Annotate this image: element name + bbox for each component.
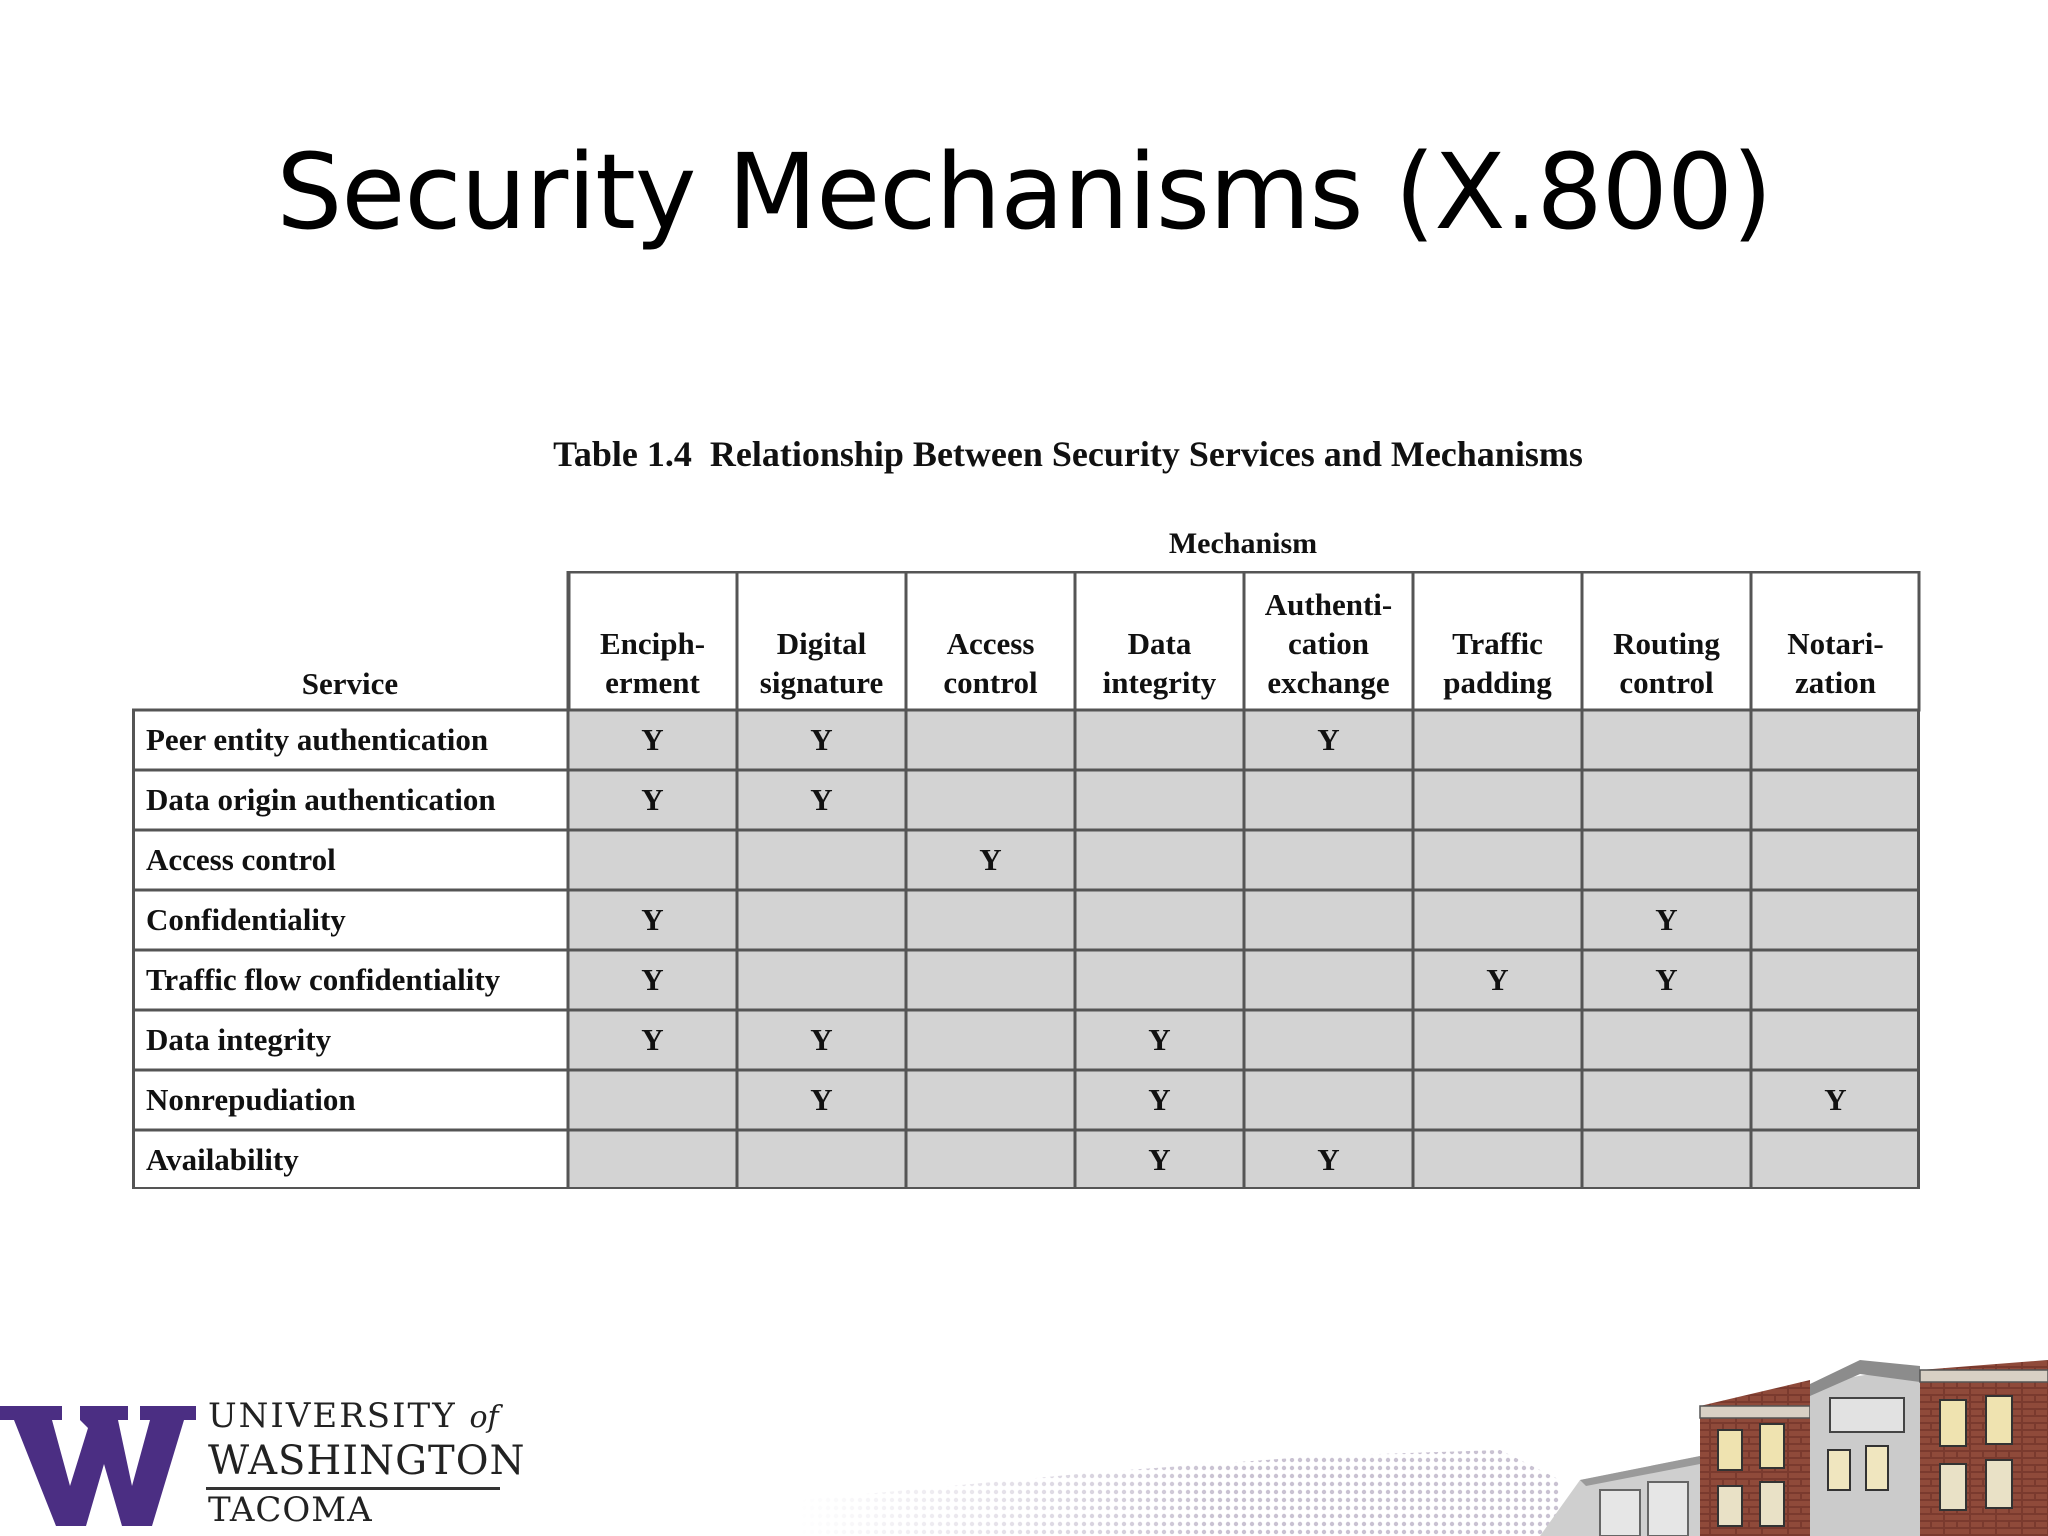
uw-university-word: UNIVERSITY bbox=[208, 1396, 457, 1436]
pinkerton-building-illustration bbox=[800, 1360, 2048, 1536]
services-mechanisms-table bbox=[132, 571, 1922, 1189]
mechanism-column-header bbox=[1075, 624, 1244, 702]
service-column-header: Service bbox=[301, 666, 399, 701]
service-row-label: Peer entity authentication bbox=[146, 722, 489, 757]
column-header-line: cation bbox=[1288, 626, 1369, 661]
column-header-line: signature bbox=[759, 665, 884, 700]
column-header-line: Access bbox=[946, 626, 1035, 661]
mechanism-mark: Y bbox=[641, 1022, 664, 1057]
mechanism-column-header bbox=[1244, 585, 1413, 702]
mechanism-header: Mechanism bbox=[1168, 527, 1318, 560]
service-row-label: Nonrepudiation bbox=[146, 1082, 356, 1117]
mechanism-mark: Y bbox=[1486, 962, 1509, 997]
slide-title: Security Mechanisms (X.800) bbox=[276, 131, 1772, 253]
column-header-line: zation bbox=[1795, 665, 1876, 700]
mechanism-mark: Y bbox=[1148, 1142, 1171, 1177]
mechanism-column-header bbox=[906, 624, 1075, 702]
column-header-line: Traffic bbox=[1452, 626, 1543, 661]
mechanism-column-header bbox=[568, 624, 737, 702]
column-header-line: Data bbox=[1127, 626, 1192, 661]
mechanism-mark: Y bbox=[1824, 1082, 1847, 1117]
column-header-line: Enciph- bbox=[599, 626, 706, 661]
mechanism-mark: Y bbox=[1148, 1022, 1171, 1057]
uw-of-word: of bbox=[469, 1400, 499, 1435]
service-row-label: Access control bbox=[146, 842, 336, 877]
service-row-label: Data integrity bbox=[146, 1022, 332, 1057]
column-header-line: control bbox=[943, 665, 1038, 700]
column-header-line: Digital bbox=[776, 626, 867, 661]
column-header-line: integrity bbox=[1102, 665, 1217, 700]
column-header-line: Routing bbox=[1613, 626, 1720, 661]
mechanism-mark: Y bbox=[1317, 722, 1340, 757]
mechanism-column-header bbox=[1413, 624, 1582, 702]
uw-university-text bbox=[208, 1396, 499, 1436]
mechanism-mark: Y bbox=[979, 842, 1002, 877]
mechanism-mark: Y bbox=[641, 902, 664, 937]
service-row-label: Confidentiality bbox=[146, 902, 346, 937]
service-row-label: Availability bbox=[146, 1142, 299, 1177]
service-row-label: Traffic flow confidentiality bbox=[146, 962, 501, 997]
mechanism-mark: Y bbox=[1317, 1142, 1340, 1177]
mechanism-mark: Y bbox=[1148, 1082, 1171, 1117]
mechanism-mark: Y bbox=[641, 962, 664, 997]
uw-tacoma-logo bbox=[0, 1392, 526, 1536]
column-header-line: Notari- bbox=[1787, 626, 1884, 661]
column-header-line: Authenti- bbox=[1264, 587, 1393, 622]
mechanism-column-header bbox=[1751, 624, 1920, 702]
mechanism-column-header bbox=[1582, 624, 1751, 702]
mechanism-mark: Y bbox=[641, 782, 664, 817]
mechanism-mark: Y bbox=[810, 1082, 833, 1117]
mechanism-mark: Y bbox=[1655, 902, 1678, 937]
column-header-line: exchange bbox=[1267, 665, 1390, 700]
column-header-line: control bbox=[1619, 665, 1714, 700]
column-header-line: padding bbox=[1443, 665, 1552, 700]
mechanism-mark: Y bbox=[810, 722, 833, 757]
mechanism-column-header bbox=[737, 624, 906, 702]
table-caption: Table 1.4 Relationship Between Security Services and Mechanisms bbox=[553, 434, 1583, 474]
uw-tacoma-text: TACOMA bbox=[208, 1490, 373, 1530]
column-header-line: erment bbox=[605, 665, 700, 700]
mechanism-mark: Y bbox=[1655, 962, 1678, 997]
uw-washington-text: WASHINGTON bbox=[208, 1438, 526, 1484]
uw-w-mark-icon bbox=[0, 1402, 196, 1528]
service-row-label: Data origin authentication bbox=[146, 782, 496, 817]
mechanism-mark: Y bbox=[810, 1022, 833, 1057]
mechanism-mark: Y bbox=[810, 782, 833, 817]
mechanism-mark: Y bbox=[641, 722, 664, 757]
